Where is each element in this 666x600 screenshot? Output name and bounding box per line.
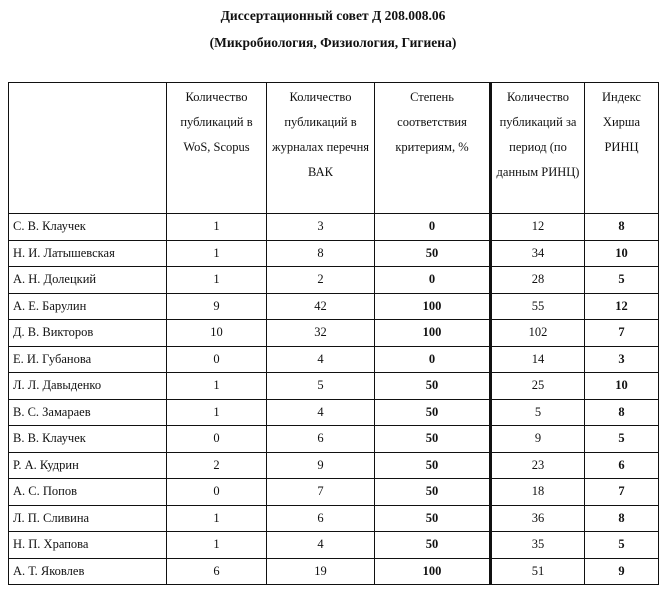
cell-percent: 50 bbox=[375, 426, 491, 453]
header-hirsch: Индекс Хирша РИНЦ bbox=[585, 83, 659, 214]
cell-hirsch: 12 bbox=[585, 293, 659, 320]
table-header-row bbox=[9, 83, 659, 214]
table-row bbox=[9, 240, 659, 267]
cell-hirsch: 7 bbox=[585, 479, 659, 506]
cell-percent: 50 bbox=[375, 532, 491, 559]
table-row bbox=[9, 293, 659, 320]
table-row bbox=[9, 452, 659, 479]
cell-name: В. В. Клаучек bbox=[9, 426, 167, 453]
cell-vak: 8 bbox=[267, 240, 375, 267]
cell-wos: 1 bbox=[167, 214, 267, 241]
cell-vak: 6 bbox=[267, 505, 375, 532]
cell-hirsch: 8 bbox=[585, 505, 659, 532]
cell-name: В. С. Замараев bbox=[9, 399, 167, 426]
header-rinc: Количество публикаций за период (по данным РИНЦ) bbox=[491, 83, 585, 214]
header-vak: Количество публикаций в журналах перечня ВАК bbox=[267, 83, 375, 214]
cell-wos: 1 bbox=[167, 267, 267, 294]
cell-rinc: 25 bbox=[491, 373, 585, 400]
cell-rinc: 34 bbox=[491, 240, 585, 267]
cell-rinc: 23 bbox=[491, 452, 585, 479]
cell-hirsch: 9 bbox=[585, 558, 659, 585]
cell-vak: 4 bbox=[267, 346, 375, 373]
cell-percent: 0 bbox=[375, 267, 491, 294]
cell-percent: 50 bbox=[375, 452, 491, 479]
cell-rinc: 12 bbox=[491, 214, 585, 241]
cell-hirsch: 5 bbox=[585, 426, 659, 453]
cell-wos: 10 bbox=[167, 320, 267, 347]
header-wos: Количество публикаций в WoS, Scopus bbox=[167, 83, 267, 214]
cell-hirsch: 7 bbox=[585, 320, 659, 347]
cell-wos: 0 bbox=[167, 479, 267, 506]
cell-hirsch: 10 bbox=[585, 240, 659, 267]
cell-hirsch: 10 bbox=[585, 373, 659, 400]
cell-rinc: 35 bbox=[491, 532, 585, 559]
cell-vak: 6 bbox=[267, 426, 375, 453]
cell-name: Н. И. Латышевская bbox=[9, 240, 167, 267]
page-title: Диссертационный совет Д 208.008.06 bbox=[220, 8, 446, 23]
cell-hirsch: 5 bbox=[585, 532, 659, 559]
cell-vak: 9 bbox=[267, 452, 375, 479]
cell-vak: 4 bbox=[267, 399, 375, 426]
cell-vak: 32 bbox=[267, 320, 375, 347]
cell-hirsch: 5 bbox=[585, 267, 659, 294]
cell-wos: 0 bbox=[167, 426, 267, 453]
cell-vak: 4 bbox=[267, 532, 375, 559]
cell-rinc: 18 bbox=[491, 479, 585, 506]
cell-rinc: 102 bbox=[491, 320, 585, 347]
header-percent: Степень соответствия критериям, % bbox=[375, 83, 491, 214]
cell-hirsch: 3 bbox=[585, 346, 659, 373]
cell-rinc: 36 bbox=[491, 505, 585, 532]
table-row bbox=[9, 214, 659, 241]
table-body bbox=[9, 214, 659, 585]
table-row bbox=[9, 532, 659, 559]
cell-name: А. Т. Яковлев bbox=[9, 558, 167, 585]
table-row bbox=[9, 267, 659, 294]
cell-name: А. Н. Долецкий bbox=[9, 267, 167, 294]
cell-percent: 100 bbox=[375, 293, 491, 320]
cell-wos: 1 bbox=[167, 240, 267, 267]
cell-rinc: 28 bbox=[491, 267, 585, 294]
cell-rinc: 9 bbox=[491, 426, 585, 453]
cell-wos: 1 bbox=[167, 373, 267, 400]
cell-percent: 50 bbox=[375, 399, 491, 426]
cell-vak: 5 bbox=[267, 373, 375, 400]
cell-percent: 0 bbox=[375, 346, 491, 373]
table-row bbox=[9, 479, 659, 506]
cell-wos: 0 bbox=[167, 346, 267, 373]
cell-vak: 3 bbox=[267, 214, 375, 241]
table-row bbox=[9, 373, 659, 400]
cell-rinc: 51 bbox=[491, 558, 585, 585]
table-row bbox=[9, 426, 659, 453]
cell-percent: 100 bbox=[375, 558, 491, 585]
cell-name: Н. П. Храпова bbox=[9, 532, 167, 559]
cell-name: Е. И. Губанова bbox=[9, 346, 167, 373]
cell-vak: 42 bbox=[267, 293, 375, 320]
cell-rinc: 5 bbox=[491, 399, 585, 426]
cell-percent: 50 bbox=[375, 373, 491, 400]
cell-hirsch: 8 bbox=[585, 399, 659, 426]
cell-name: Д. В. Викторов bbox=[9, 320, 167, 347]
cell-name: Л. Л. Давыденко bbox=[9, 373, 167, 400]
cell-percent: 50 bbox=[375, 505, 491, 532]
cell-wos: 1 bbox=[167, 505, 267, 532]
cell-wos: 2 bbox=[167, 452, 267, 479]
cell-wos: 9 bbox=[167, 293, 267, 320]
cell-name: Р. А. Кудрин bbox=[9, 452, 167, 479]
cell-vak: 7 bbox=[267, 479, 375, 506]
cell-vak: 2 bbox=[267, 267, 375, 294]
cell-hirsch: 8 bbox=[585, 214, 659, 241]
cell-name: Л. П. Сливина bbox=[9, 505, 167, 532]
cell-hirsch: 6 bbox=[585, 452, 659, 479]
cell-rinc: 55 bbox=[491, 293, 585, 320]
cell-name: А. С. Попов bbox=[9, 479, 167, 506]
cell-percent: 50 bbox=[375, 240, 491, 267]
cell-rinc: 14 bbox=[491, 346, 585, 373]
cell-vak: 19 bbox=[267, 558, 375, 585]
page-subtitle: (Микробиология, Физиология, Гигиена) bbox=[209, 35, 457, 50]
table-row bbox=[9, 399, 659, 426]
cell-percent: 50 bbox=[375, 479, 491, 506]
cell-wos: 1 bbox=[167, 399, 267, 426]
cell-name: С. В. Клаучек bbox=[9, 214, 167, 241]
cell-wos: 6 bbox=[167, 558, 267, 585]
cell-name: А. Е. Барулин bbox=[9, 293, 167, 320]
table-row bbox=[9, 558, 659, 585]
header-name bbox=[9, 83, 167, 214]
cell-wos: 1 bbox=[167, 532, 267, 559]
table-row bbox=[9, 346, 659, 373]
cell-percent: 0 bbox=[375, 214, 491, 241]
table-row bbox=[9, 320, 659, 347]
publications-table bbox=[8, 82, 659, 585]
cell-percent: 100 bbox=[375, 320, 491, 347]
table-row bbox=[9, 505, 659, 532]
